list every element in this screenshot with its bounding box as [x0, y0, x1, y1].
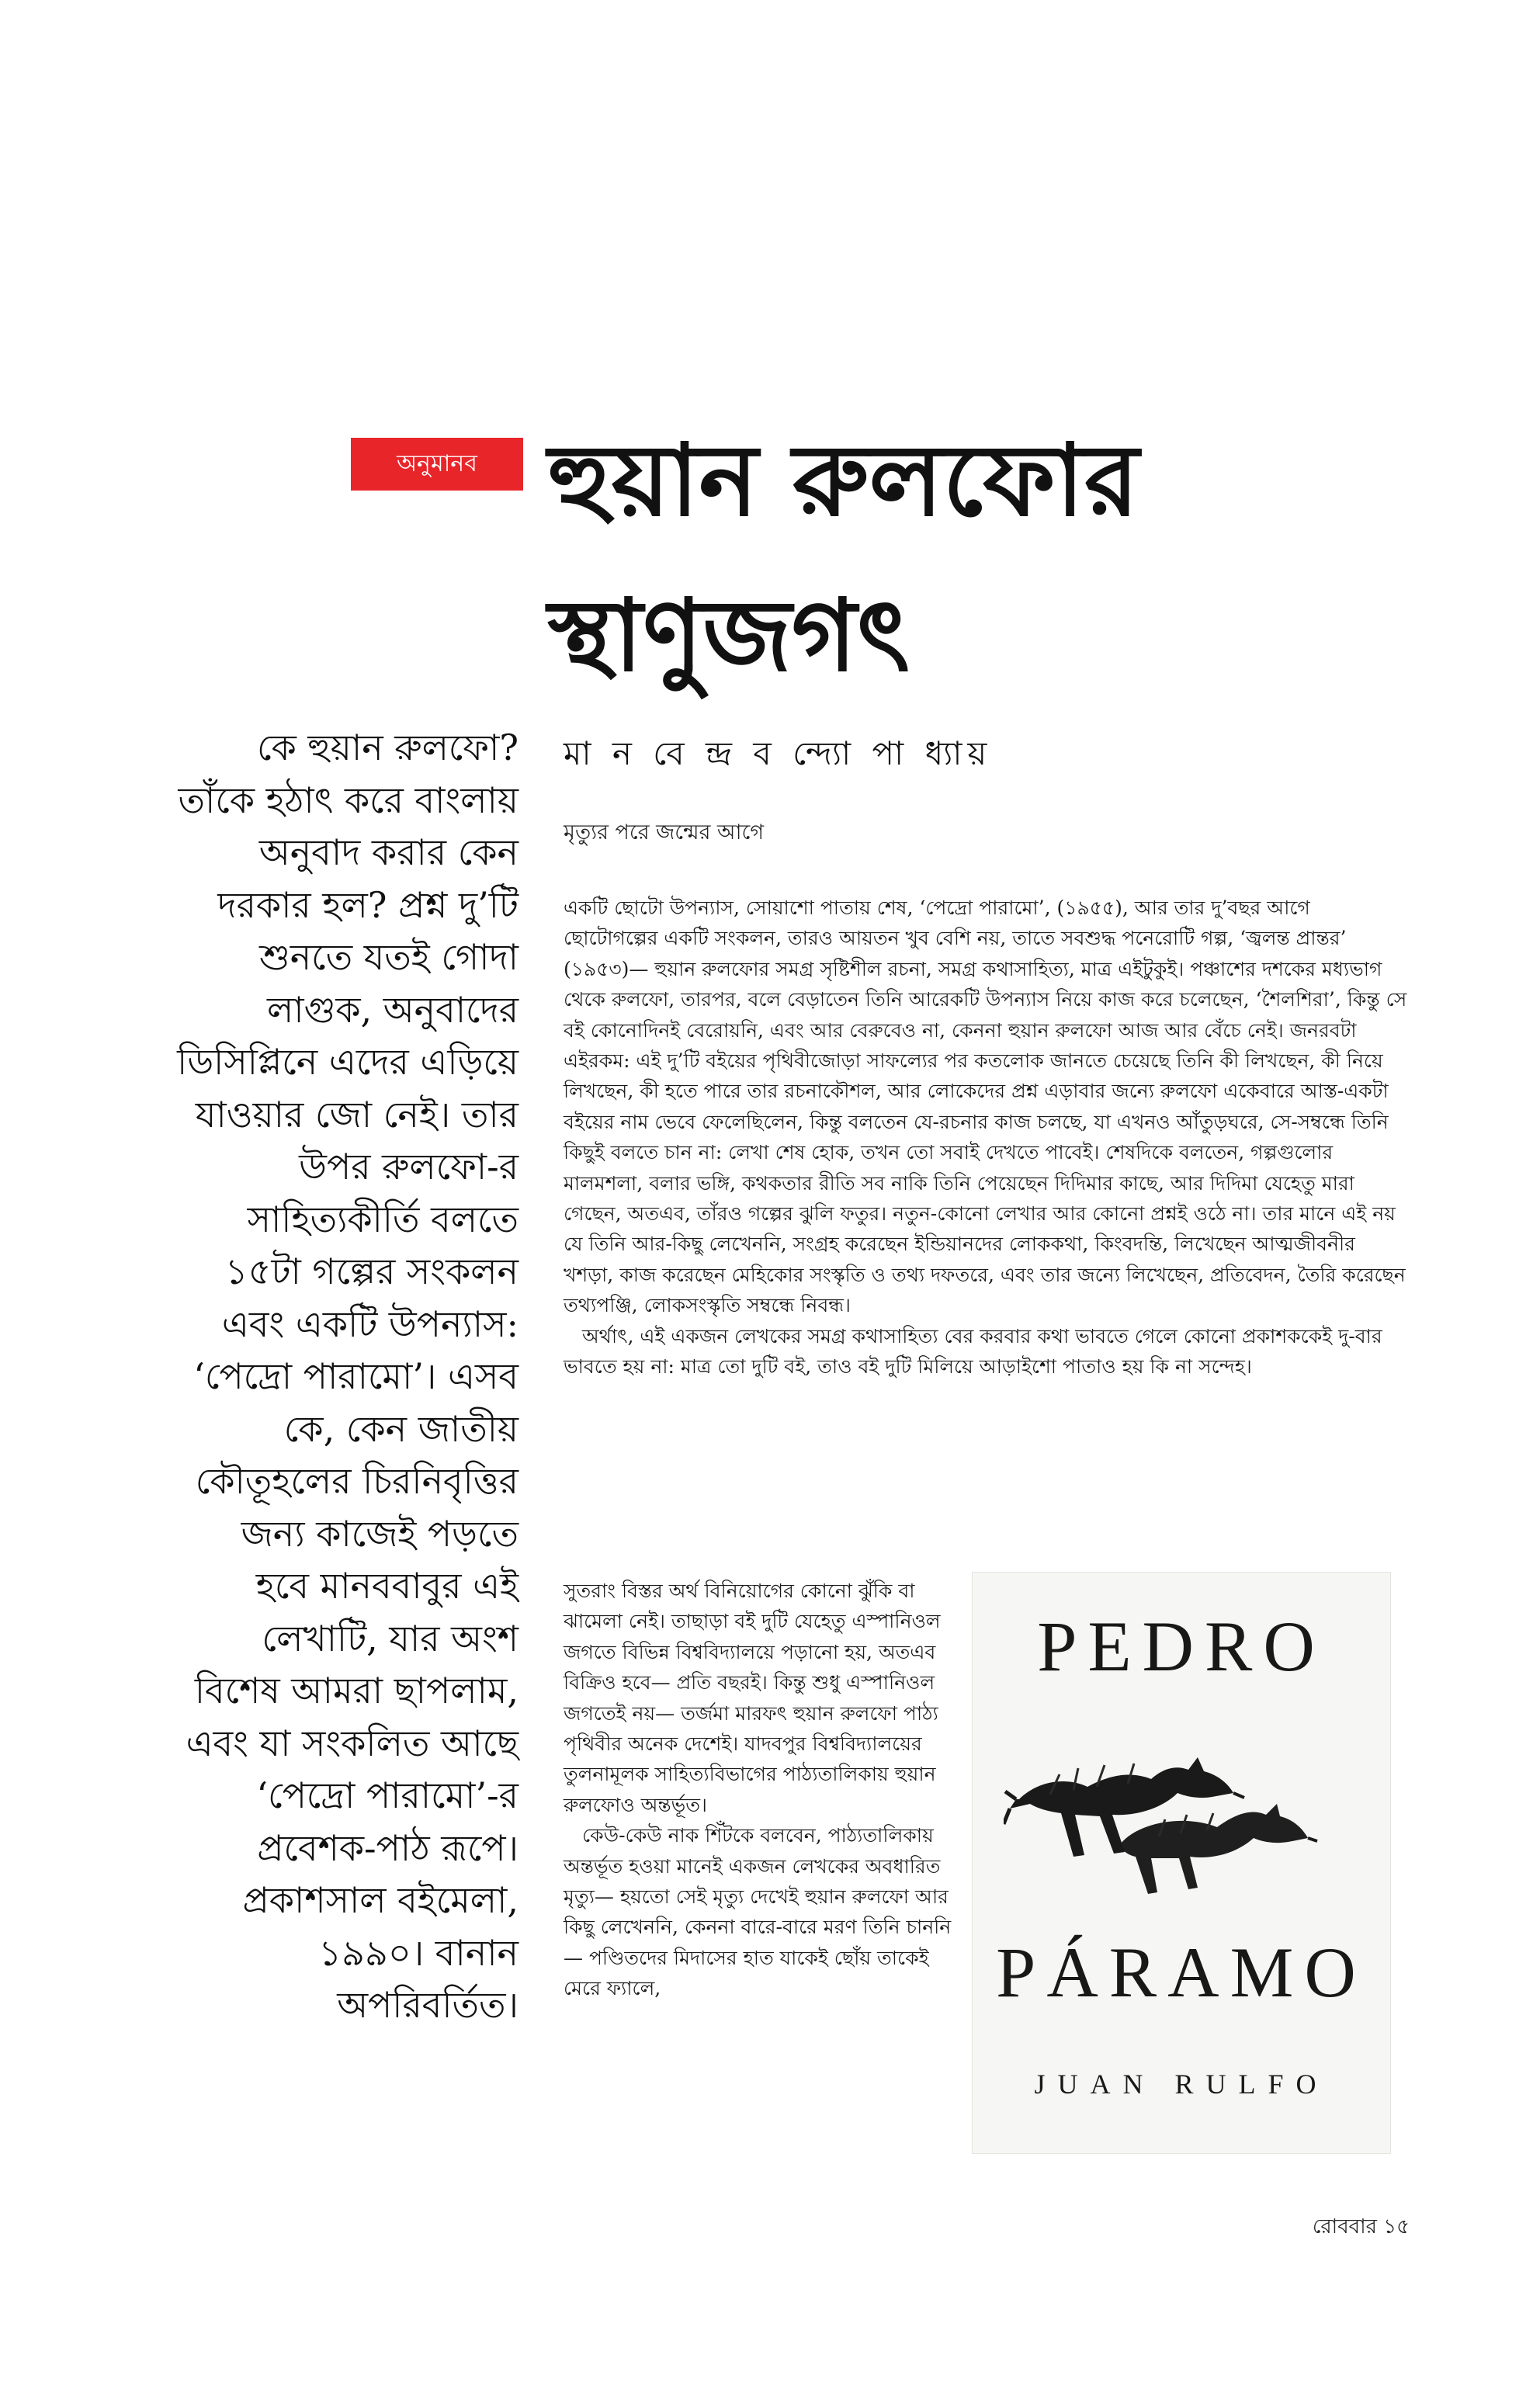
- intro-line: বিশেষ আমরা ছাপলাম,: [194, 1670, 519, 1712]
- intro-line: ডিসিপ্লিনে এদের এড়িয়ে: [177, 1041, 519, 1083]
- intro-line: লাগুক, অনুবাদের: [266, 988, 519, 1031]
- body-text-narrow: [564, 1576, 952, 2004]
- body-paragraph: কেউ-কেউ নাক শিঁটকে বলবেন, পাঠ্যতালিকায় অন্তর্ভূত হওয়া মানেই একজন লেখকের অবধারিত মৃত্যু— হয়তো সেই মৃত্যু দেখেই হুয়ান রুলফো আর কিছু লেখেননি, কেননা বারে-বারে মরণ তিনি চাননি— পণ্ডিতদের মিদাসের হাত যাকেই ছোঁয় তাকেই মেরে ফ্যালে,: [564, 1824, 952, 2000]
- intro-line: তাঁকে হঠাৎ করে বাংলায়: [178, 779, 519, 821]
- intro-line: প্রকাশসাল বইমেলা,: [242, 1879, 519, 1921]
- intro-line: এবং একটি উপন্যাস:: [221, 1302, 519, 1345]
- intro-line: ‘পেদ্রো পারামো’। এসব: [193, 1355, 519, 1397]
- page-folio: রোববার ১৫: [1312, 2215, 1410, 2239]
- intro-line: দরকার হল? প্রশ্ন দু’টি: [217, 883, 519, 926]
- body-paragraph: অর্থাৎ, এই একজন লেখকের সমগ্র কথাসাহিত্য বের করবার কথা ভাবতে গেলে কোনো প্রকাশককেই দু-বার ভাবতে হয় না: মাত্র তো দুটি বই, তাও বই দুটি মিলিয়ে আড়াইশো পাতাও হয় কি না সন্দেহ।: [564, 1324, 1382, 1379]
- cover-author: JUAN RULFO: [1034, 2069, 1329, 2100]
- headline: [548, 404, 1417, 714]
- body-paragraph: একটি ছোটো উপন্যাস, সোয়াশো পাতায় শেষ, ‘পেদ্রো পারামো’, (১৯৫৫), আর তার দু’বছর আগে ছোটোগল্পের একটি সংকলন, তারও আয়তন খুব বেশি নয়, তাতে সবশুদ্ধ পনেরোটি গল্প, ‘জ্বলন্ত প্রান্তর’ (১৯৫৩)— হুয়ান রুলফোর সমগ্র সৃষ্টিশীল রচনা, সমগ্র কথাসাহিত্য, মাত্র এইটুকুই। পঞ্চাশের দশকের মধ্যভাগ থেকে রুলফো, তারপর, বলে বেড়াতেন তিনি আরেকটি উপন্যাস নিয়ে কাজ করে চলেছেন, ‘শৈলশিরা’, কিন্তু সে বই কোনোদিনই বেরোয়নি, এবং আর বেরুবেও না, কেননা হুয়ান রুলফো আজ আর বেঁচে নেই। জনরবটা এইরকম: এই দু’টি বইয়ের পৃথিবীজোড়া সাফল্যের পর কতলোক জানতে চেয়েছে তিনি কী লিখছেন, কী নিয়ে লিখছেন, কী হতে পারে তার রচনাকৌশল, আর লোকেদের প্রশ্ন এড়াবার জন্যে রুলফো একেবারে আস্ত-একটা বইয়ের নাম ভেবে ফেলেছিলেন, কিন্তু বলতেন যে-রচনার কাজ চলছে, যা এখনও আঁতুড়ঘরে, সে-সম্বন্ধে তিনি কিছুই বলতে চান না: লেখা শেষ হোক, তখন তো সবাই দেখতে পাবেই। শেষদিকে বলতেন, গল্পগুলোর মালমশলা, বলার ভঙ্গি, কথকতার রীতি সব নাকি তিনি পেয়েছেন দিদিমার কাছে, আর দিদিমা যেহেতু মারা গেছেন, অতএব, তাঁরও গল্পের ঝুলি ফতুর। নতুন-কোনো লেখার আর কোনো প্রশ্নই ওঠে না। তার মানে এই নয় যে তিনি আর-কিছু লেখেননি, সংগ্রহ করেছেন ইন্ডিয়ানদের লোককথা, কিংবদন্তি, লিখেছেন আত্মজীবনীর খশড়া, কাজ করেছেন মেহিকোর সংস্কৃতি ও তথ্য দফতরে, এবং তার জন্যে লিখেছেন, প্রতিবেদন, তৈরি করেছেন তথ্যপঞ্জি, লোকসংস্কৃতি সম্বন্ধে নিবন্ধ।: [564, 897, 1407, 1317]
- intro-line: উপর রুলফো-র: [299, 1146, 519, 1188]
- intro-line: কে, কেন জাতীয়: [283, 1407, 519, 1450]
- cover-title-line-2: PÁRAMO: [996, 1933, 1367, 2012]
- intro-line: ১৫টা গল্পের সংকলন: [224, 1250, 519, 1292]
- intro-line: এবং যা সংকলিত আছে: [186, 1722, 519, 1764]
- byline: মা ন বে ন্দ্র ব ন্দ্যো পা ধ্যায়: [564, 734, 993, 772]
- book-cover-image: [972, 1572, 1391, 2154]
- cover-title-line-1: PEDRO: [1037, 1607, 1326, 1686]
- intro-line: শুনতে যতই গোদা: [259, 936, 519, 978]
- intro-line: সাহিত্যকীর্তি বলতে: [247, 1198, 519, 1240]
- body-text-wide: [564, 893, 1410, 1382]
- intro-line: প্রবেশক-পাঠ রূপে।: [257, 1826, 519, 1869]
- intro-line: কে হুয়ান রুলফো?: [256, 727, 519, 768]
- section-tag: অনুমানব: [351, 438, 523, 491]
- dogs-illustration: [1004, 1728, 1359, 1922]
- intro-line: অপরিবর্তিত।: [337, 1984, 519, 2026]
- headline-line-1: হুয়ান রুলফোর: [548, 423, 1139, 539]
- intro-line: অনুবাদ করার কেন: [258, 831, 519, 873]
- intro-line: লেখাটি, যার অংশ: [262, 1617, 519, 1659]
- headline-line-2: স্থাণুজগৎ: [548, 578, 910, 694]
- intro-line: যাওয়ার জো নেই। তার: [195, 1093, 519, 1136]
- intro-column: [140, 722, 519, 2032]
- intro-line: হবে মানববাবুর এই: [255, 1565, 519, 1607]
- intro-line: কৌতূহলের চিরনিবৃত্তির: [195, 1460, 519, 1502]
- intro-line: ‘পেদ্রো পারামো’-র: [256, 1774, 519, 1816]
- subhead: মৃত্যুর পরে জন্মের আগে: [564, 820, 765, 844]
- body-paragraph: সুতরাং বিস্তর অর্থ বিনিয়োগের কোনো ঝুঁকি বা ঝামেলা নেই। তাছাড়া বই দুটি যেহেতু এস্পানিওল জগতে বিভিন্ন বিশ্ববিদ্যালয়ে পড়ানো হয়, অতএব বিক্রিও হবে— প্রতি বছরই। কিন্তু শুধু এস্পানিওল জগতেই নয়— তর্জমা মারফৎ হুয়ান রুলফো পাঠ্য পৃথিবীর অনেক দেশেই। যাদবপুর বিশ্ববিদ্যালয়ের তুলনামূলক সাহিত্যবিভাগের পাঠ্যতালিকায় হুয়ান রুলফোও অন্তর্ভূত।: [564, 1580, 941, 1816]
- intro-line: ১৯৯০। বানান: [318, 1931, 519, 1974]
- intro-line: জন্য কাজেই পড়তে: [241, 1512, 519, 1555]
